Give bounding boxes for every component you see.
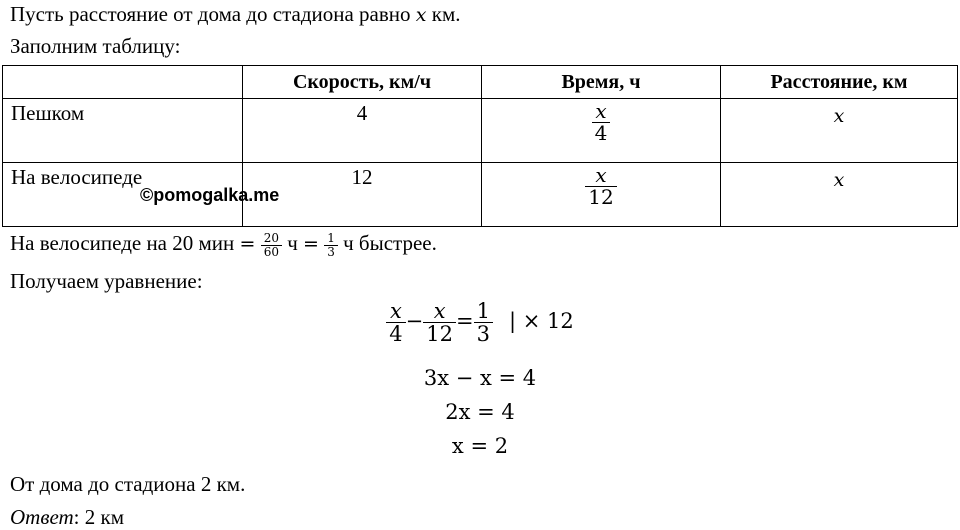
faster-line	[10, 228, 437, 259]
equals-sign: =	[303, 233, 319, 255]
fill-table-line: Заполним таблицу:	[10, 34, 181, 58]
solution-table	[2, 65, 958, 227]
faster-text-end: ч быстрее.	[337, 231, 437, 255]
faster-text-start: На велосипеде на 20 мин	[10, 231, 240, 255]
main-equation	[0, 300, 960, 345]
fraction-numerator: 1	[476, 299, 490, 323]
fraction-1-3	[474, 300, 493, 345]
time-fraction	[585, 165, 616, 208]
answer-line	[10, 504, 124, 530]
unit-hours: ч	[281, 231, 304, 255]
answer-label: Ответ	[10, 505, 74, 529]
fraction-numerator: x	[433, 299, 446, 323]
speed-cell: 12	[243, 163, 482, 227]
time-cell	[482, 163, 721, 227]
fraction-1-3	[324, 232, 338, 258]
table-row	[3, 99, 958, 163]
header-empty	[3, 66, 243, 99]
fraction-numerator: 20	[263, 231, 279, 246]
equals-sign: =	[239, 233, 256, 255]
fraction-denominator: 3	[476, 322, 490, 347]
equation-step: 3x − x = 4	[423, 366, 537, 390]
speed-cell: 4	[243, 99, 482, 163]
table-row	[3, 163, 958, 227]
fraction-denominator: 4	[389, 322, 403, 347]
table-header-row	[3, 66, 958, 99]
row-label: На велосипеде	[11, 165, 143, 189]
distance-cell: x	[721, 99, 958, 163]
time-cell	[482, 99, 721, 163]
fraction-x-4	[386, 300, 405, 345]
answer-value: : 2 км	[73, 505, 124, 529]
fraction-denominator: 3	[327, 244, 335, 259]
fraction-x-12	[423, 300, 456, 345]
fraction-denominator: 12	[426, 322, 453, 347]
fraction-denominator: 12	[588, 185, 614, 209]
header-distance: Расстояние, км	[721, 66, 958, 99]
equals-sign: =	[455, 309, 474, 334]
time-fraction	[592, 101, 611, 144]
fraction-numerator: x	[595, 163, 607, 187]
fraction-denominator: 60	[263, 244, 279, 259]
variable-x: x	[415, 4, 427, 26]
header-time: Время, ч	[482, 66, 721, 99]
conclusion-line: От дома до стадиона 2 км.	[10, 472, 246, 496]
equation-step: 2x = 4	[445, 400, 515, 424]
fraction-numerator: x	[390, 299, 402, 323]
intro-text-before: Пусть расстояние от дома до стадиона равно	[10, 2, 416, 26]
row-label: Пешком	[3, 99, 243, 163]
multiplier-note: | × 12	[508, 309, 574, 334]
distance-cell: x	[721, 163, 958, 227]
header-speed: Скорость, км/ч	[243, 66, 482, 99]
equation-step: x = 2	[451, 434, 509, 458]
fraction-20-60	[261, 232, 282, 258]
watermark: ©pomogalka.me	[140, 185, 280, 205]
intro-line	[10, 1, 461, 28]
equation-intro: Получаем уравнение:	[10, 269, 203, 293]
fraction-numerator: x	[595, 99, 607, 123]
row-label-cell	[3, 163, 280, 227]
fraction-denominator: 4	[594, 121, 608, 145]
intro-text-after: км.	[426, 2, 461, 26]
fraction-numerator: 1	[327, 231, 335, 246]
minus-sign: −	[405, 309, 424, 334]
